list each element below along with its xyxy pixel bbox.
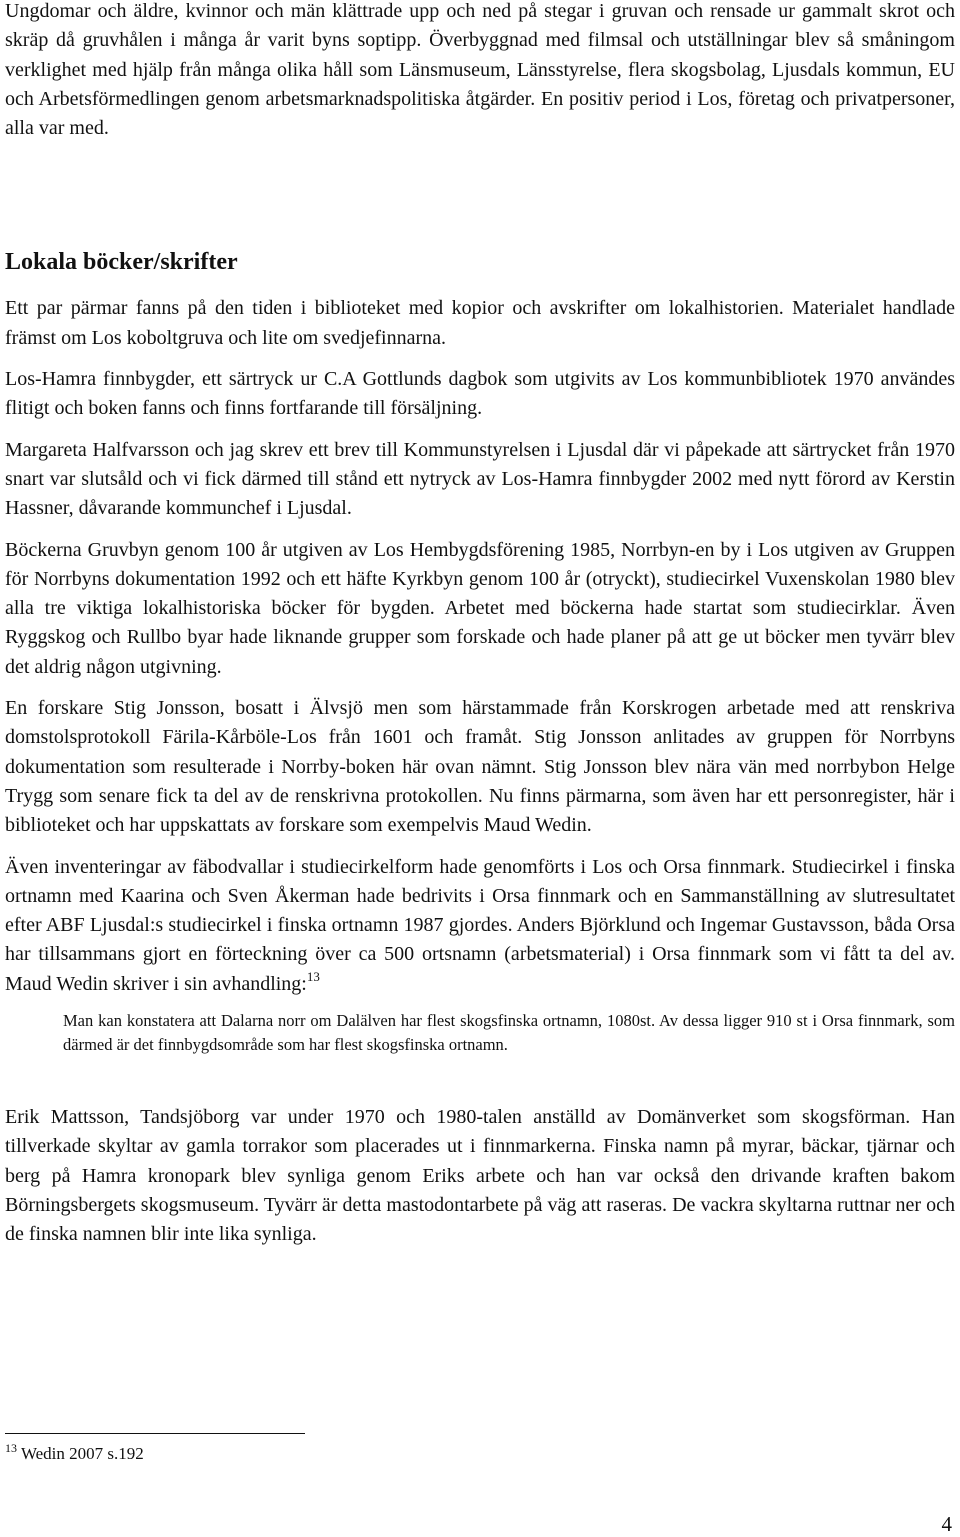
footnote <box>5 1443 144 1465</box>
paragraph-inventories <box>5 853 955 999</box>
block-quote: Man kan konstatera att Dalarna norr om Dalälven har flest skogsfinska ortnamn, 1080st. Av dessa ligger 910 st i Orsa finnmark, som därmed är det finnbygdsområde som har flest skogsfinska ortnamn. <box>63 1011 955 1055</box>
intro-paragraph: Ungdomar och äldre, kvinnor och män klättrade upp och ned på stegar i gruvan och rensade ur gammalt skrot och skräp då gruvhålen i många år varit byns soptipp. Överbyggnad med filmsal och utställningar blev så småningom verklighet med hjälp från många olika håll som Länsmuseum, Länsstyrelse, flera skogsbolag, Ljusdals kommun, EU och Arbetsförmedlingen genom arbetsmarknadspolitiska åtgärder. En positiv period i Los, företag och privatpersoner, alla var med. <box>5 0 955 140</box>
page-number: 4 <box>941 1512 952 1536</box>
footnote-number: 13 <box>5 1441 17 1455</box>
section-heading: Lokala böcker/skrifter <box>5 249 238 276</box>
document-page <box>5 0 955 1250</box>
footnote-separator <box>5 1433 305 1434</box>
footnote-reference[interactable]: 13 <box>306 968 320 984</box>
paragraph-inventories-text: Även inventeringar av fäbodvallar i studiecirkelform hade genomförts i Los och Orsa finnmark. Studiecirkel i finska ortnamn med Kaarina och Sven Åkerman hade bedrivits i Orsa finnmark och en Sammanställning av slutresultatet efter ABF Ljusdal:s studiecirkel i finska ortnamn 1987 gjordes. Anders Björklund och Ingemar Gustavsson, båda Orsa har tillsammans gjort en förteckning över ca 500 ortsnamn (arbetsmaterial) i Orsa finnmark som vi fått ta del av. Maud Wedin skriver i sin avhandling: <box>5 855 955 995</box>
spacer <box>5 143 955 247</box>
paragraph-reprint: Margareta Halfvarsson och jag skrev ett brev till Kommunstyrelsen i Ljusdal där vi påpekade att särtrycket från 1970 snart var slutsåld och vi fick därmed till stånd ett nytryck av Los-Hamra finnbygder 2002 med nytt förord av Kerstin Hassner, dåvarande kommunchef i Ljusdal. <box>5 438 955 520</box>
paragraph-los-hamra: Los-Hamra finnbygder, ett särtryck ur C.A Gottlunds dagbok som utgivits av Los kommunbibliotek 1970 användes flitigt och boken fanns och finns fortfarande till försäljning. <box>5 368 955 420</box>
paragraph-binders: Ett par pärmar fanns på den tiden i biblioteket med kopior och avskrifter om lokalhistorien. Materialet handlade främst om Los koboltgruva och lite om svedjefinnarna. <box>5 297 955 349</box>
closing-paragraph: Erik Mattsson, Tandsjöborg var under 1970 och 1980-talen anställd av Domänverket som skogsförman. Han tillverkade skyltar av gamla torrakor som placerades ut i finnmarkerna. Finska namn på myrar, bäckar, tjärnar och berg på Hamra kronopark blev synliga genom Eriks arbete och han var också den drivande kraften bakom Börningsbergets skogsmuseum. Tyvärr är detta mastodontarbete på väg att raseras. De vackra skyltarna ruttnar ner och de finska namnen blir inte lika synliga. <box>5 1106 955 1246</box>
footnote-text: Wedin 2007 s.192 <box>20 1444 144 1463</box>
paragraph-books: Böckerna Gruvbyn genom 100 år utgiven av Los Hembygdsförening 1985, Norrbyn-en by i Los utgiven av Gruppen för Norrbyns dokumentation 1992 och ett häfte Kyrkbyn genom 100 år (otryckt), studiecirkel Vuxenskolan 1980 blev alla tre viktiga lokalhistoriska böcker för bygden. Arbetet med böckerna hade startat som studiecirklar. Även Ryggskog och Rullbo byar hade liknande grupper som forskade och hade planer på att ge ut böcker men tyvärr blev det aldrig någon utgivning. <box>5 538 955 678</box>
spacer <box>5 277 955 294</box>
paragraph-researcher: En forskare Stig Jonsson, bosatt i Älvsjö men som härstammade från Korskrogen arbetade med att renskriva domstolsprotokoll Färila-Kårböle-Los från 1601 och framåt. Stig Jonsson anlitades av gruppen för Norrbyns dokumentation som resulterade i Norrby-boken här ovan nämnt. Stig Jonsson blev nära vän med norrbybon Helge Trygg som senare fick ta del av de renskrivna protokollen. Nu finns pärmarna, som även har ett personregister, här i biblioteket och har uppskattats av forskare som exempelvis Maud Wedin. <box>5 697 955 837</box>
